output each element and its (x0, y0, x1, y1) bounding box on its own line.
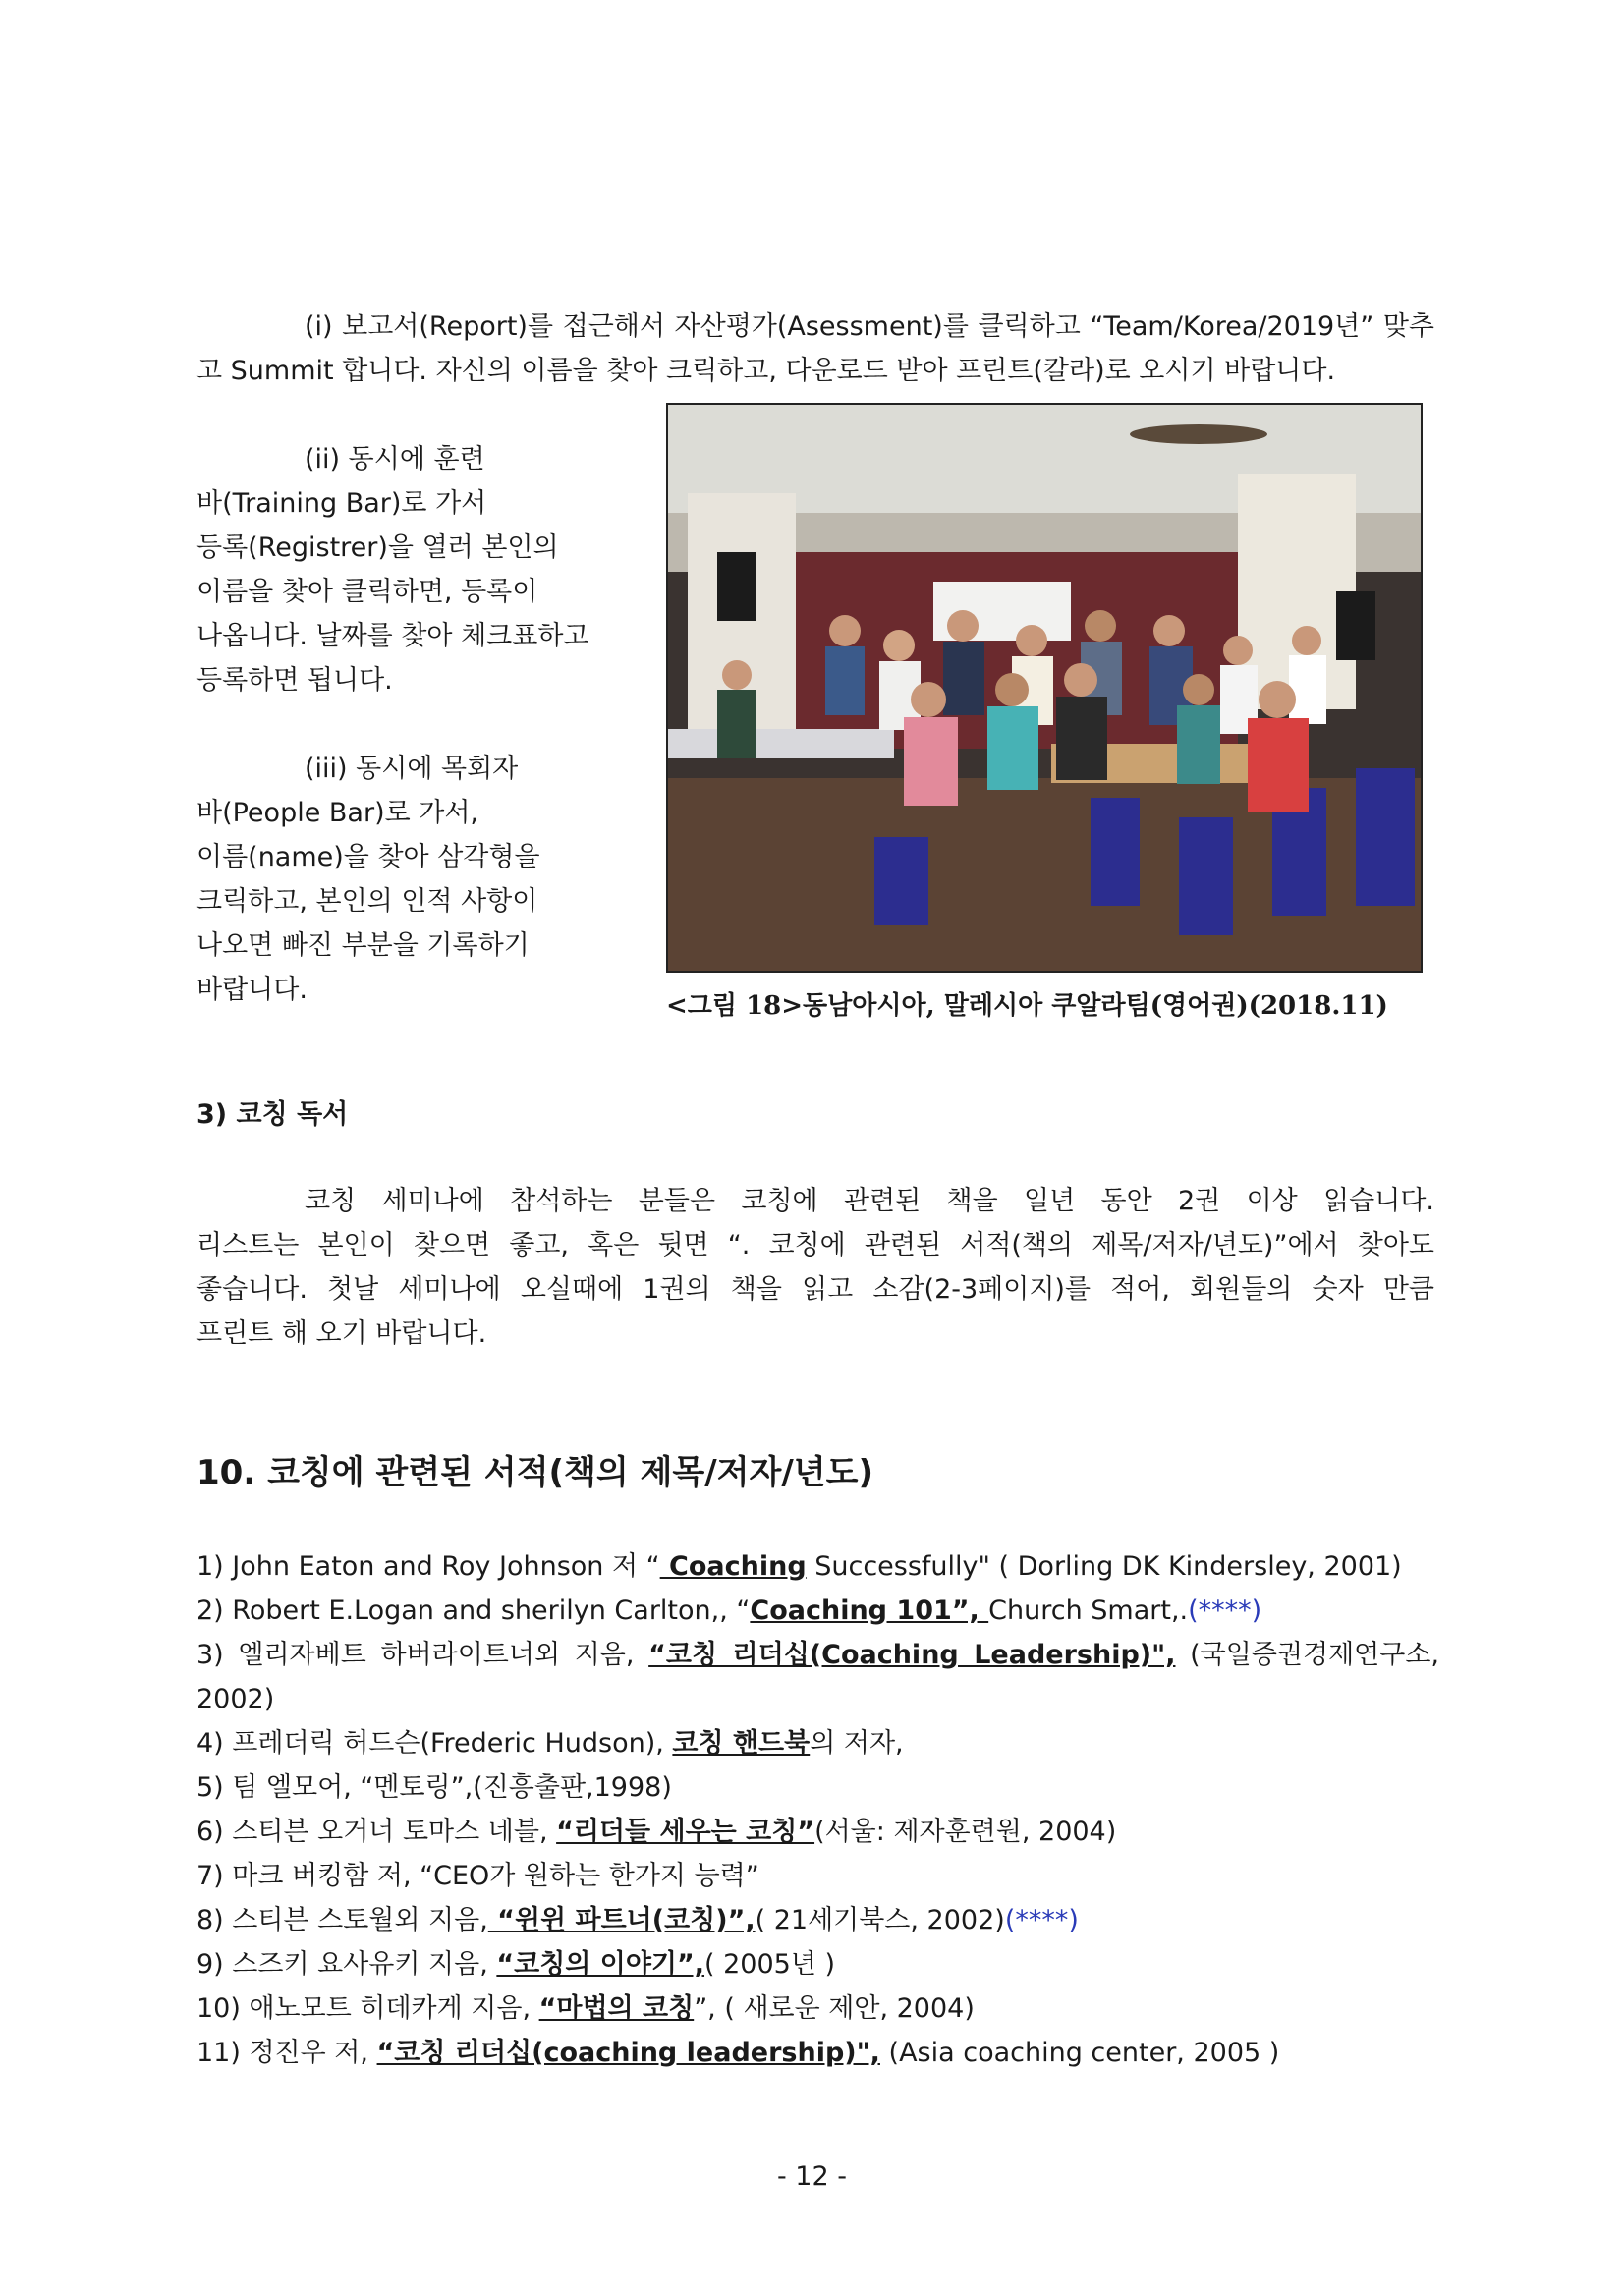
instruction-iii-line-1: (iii) 동시에 목회자 (305, 754, 519, 784)
instruction-ii-line-4: 이름을 찾아 클릭하면, 등록이 (196, 577, 538, 607)
instruction-iii-line-5: 나오면 빠진 부분을 기록하기 (196, 930, 530, 961)
section-3-heading: 3) 코칭 독서 (196, 1099, 349, 1130)
instruction-ii-line-6: 등록하면 됩니다. (196, 665, 393, 696)
section-3-line-2: 리스트는 본인이 찾으면 좋고, 혹은 뒷면 “. 코칭에 관련된 서적(책의 제목/저자/년도)”에서 찾아도 (196, 1230, 1434, 1260)
book-item-4: 4) 프레더릭 허드슨(Frederic Hudson), 코칭 핸드북의 저자, (196, 1728, 904, 1759)
section-3-paragraph (196, 1179, 1434, 1356)
section-3-line-3: 좋습니다. 첫날 세미나에 오실때에 1권의 책을 읽고 소감(2-3페이지)를 적어, 회원들의 숫자 만큼 (196, 1274, 1434, 1305)
figure-caption: <그림 18>동남아시아, 말레시아 쿠알라팀(영어권)(2018.11) (666, 991, 1388, 1021)
rating-mark: (****) (1004, 1905, 1079, 1935)
intro-text: (i) 보고서(Report)를 접근해서 자산평가(Asessment)를 클릭하고 “Team/Korea/2019년” 맞추고 Summit 합니다. 자신의 이름을 찾아 크릭하고, 다운로드 받아 프린트(칼라)로 오시기 바랍니다. (196, 311, 1434, 386)
instruction-iii-line-2: 바(People Bar)로 가서, (196, 798, 479, 828)
instruction-iii-line-4: 크릭하고, 본인의 인적 사항이 (196, 886, 538, 917)
rating-mark: (****) (1188, 1596, 1262, 1626)
instruction-iii-line-6: 바랍니다. (196, 975, 308, 1005)
instruction-iii-line-3: 이름(name)을 찾아 삼각형을 (196, 842, 540, 872)
instruction-column (196, 437, 629, 1012)
book-item-2: 2) Robert E.Logan and sherilyn Carlton,, “Coaching 101”, Church Smart,.(****) (196, 1596, 1262, 1626)
book-item-8: 8) 스티븐 스토월외 지음, “윈윈 파트너(코칭)”,( 21세기북스, 2002)(****) (196, 1905, 1079, 1935)
section-10-heading: 10. 코칭에 관련된 서적(책의 제목/저자/년도) (196, 1453, 873, 1492)
book-item-10: 10) 애노모트 히데카게 지음, “마법의 코칭”, ( 새로운 제안, 2004) (196, 1993, 975, 2024)
book-item-5: 5) 팀 엘모어, “멘토링”,(진흥출판,1998) (196, 1772, 672, 1803)
page-number: - 12 - (776, 2161, 847, 2192)
instruction-ii-line-1: (ii) 동시에 훈련 (305, 444, 485, 475)
intro-paragraph (196, 305, 1434, 393)
book-list (196, 1544, 1439, 2075)
instruction-ii-line-3: 등록(Registrer)을 열러 본인의 (196, 532, 559, 563)
book-item-1: 1) John Eaton and Roy Johnson 저 “ Coaching Successfully" ( Dorling DK Kindersley, 2001) (196, 1551, 1402, 1582)
instruction-ii-line-2: 바(Training Bar)로 가서 (196, 488, 487, 519)
group-photo-illustration (668, 405, 1421, 971)
instruction-ii-line-5: 나옵니다. 날짜를 찾아 체크표하고 (196, 621, 589, 651)
group-photo (666, 403, 1423, 973)
section-3-line-4: 프린트 해 오기 바랍니다. (196, 1318, 487, 1349)
book-item-9: 9) 스즈키 요사유키 지음, “코칭의 이야기”,( 2005년 ) (196, 1949, 836, 1980)
section-3-line-1: 코칭 세미나에 참석하는 분들은 코칭에 관련된 책을 일년 동안 2권 이상 읽습니다. (305, 1186, 1434, 1216)
book-item-6: 6) 스티븐 오거너 토마스 네블, “리더들 세우는 코칭”(서울: 제자훈련원, 2004) (196, 1817, 1117, 1847)
book-item-7: 7) 마크 버킹함 저, “CEO가 원하는 한가지 능력” (196, 1861, 759, 1891)
book-item-3-continued: 2002) (196, 1684, 275, 1714)
book-item-3: 3) 엘리자베트 하버라이트너외 지음, “코칭 리더십(Coaching Leadership)", (국일증권경제연구소, (196, 1640, 1439, 1670)
book-item-11: 11) 정진우 저, “코칭 리더십(coaching leadership)", (Asia coaching center, 2005 ) (196, 2038, 1280, 2068)
